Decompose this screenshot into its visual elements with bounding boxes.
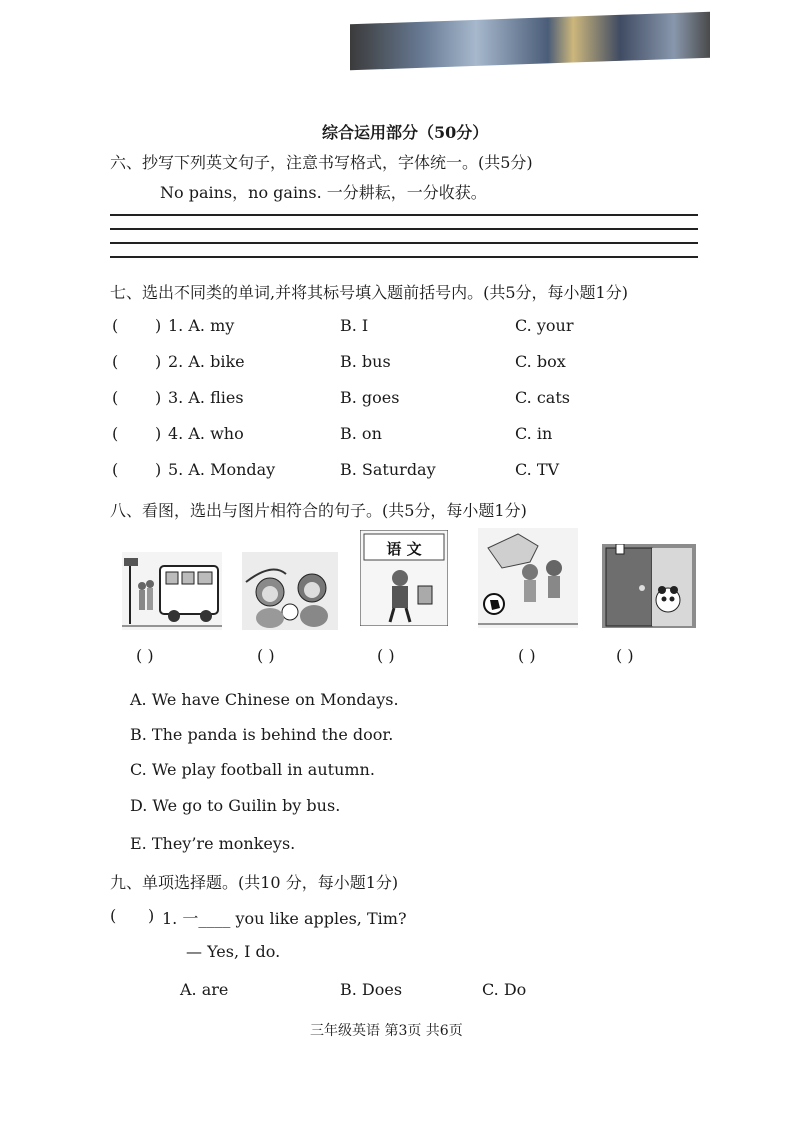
answer-paren-open: ( — [112, 388, 119, 407]
option-c: C. your — [515, 316, 574, 335]
option-a: 3. A. flies — [168, 388, 244, 407]
bus-stop-picture — [122, 552, 222, 630]
question-text: 1. 一____ you like apples, Tim? — [162, 909, 407, 928]
option-b: B. I — [340, 316, 369, 335]
section9-heading: 九、单项选择题。(共10 分，每小题1分) — [110, 873, 399, 892]
sentence-option: E. They’re monkeys. — [130, 834, 296, 853]
option-c: C. in — [515, 424, 553, 443]
writing-line-1 — [110, 214, 698, 216]
picture-answer-bracket: ( ) — [377, 646, 395, 665]
option-c: C. cats — [515, 388, 570, 407]
panda-door-picture — [602, 544, 696, 628]
option-b: B. Does — [340, 980, 403, 999]
option-b: B. on — [340, 424, 382, 443]
answer-paren-open: ( — [112, 460, 119, 479]
answer-paren-open: ( — [112, 316, 119, 335]
section8-heading: 八、看图，选出与图片相符合的句子。(共5分，每小题1分) — [110, 501, 527, 520]
option-a: A. are — [180, 980, 229, 999]
section6-heading: 六、抄写下列英文句子，注意书写格式，字体统一。(共5分) — [110, 153, 533, 172]
section7-heading: 七、选出不同类的单词,并将其标号填入题前括号内。(共5分，每小题1分) — [110, 283, 628, 302]
writing-line-4 — [110, 256, 698, 258]
picture-answer-bracket: ( ) — [616, 646, 634, 665]
option-a: 5. A. Monday — [168, 460, 276, 479]
answer-paren-open: ( — [112, 352, 119, 371]
football-autumn-picture — [478, 528, 578, 628]
picture-answer-bracket: ( ) — [257, 646, 275, 665]
answer-paren-close: ) — [155, 352, 162, 371]
answer-paren-close: ) — [155, 424, 162, 443]
picture-answer-bracket: ( ) — [518, 646, 536, 665]
option-b: B. goes — [340, 388, 400, 407]
option-b: B. bus — [340, 352, 391, 371]
scanned-photo-strip — [350, 12, 710, 71]
sentence-option: D. We go to Guilin by bus. — [130, 796, 341, 815]
dialogue-answer: — Yes, I do. — [186, 942, 281, 961]
sentence-option: A. We have Chinese on Mondays. — [130, 690, 399, 709]
option-c: C. Do — [482, 980, 527, 999]
option-c: C. box — [515, 352, 566, 371]
answer-paren-close: ) — [155, 316, 162, 335]
writing-line-2 — [110, 228, 698, 230]
answer-paren-close: ) — [148, 906, 155, 925]
monkeys-picture — [242, 552, 338, 630]
option-a: 2. A. bike — [168, 352, 245, 371]
part-title: 综合运用部分（50分） — [322, 123, 489, 142]
chinese-book-picture — [360, 530, 448, 626]
answer-paren-open: ( — [112, 424, 119, 443]
option-b: B. Saturday — [340, 460, 436, 479]
option-a: 4. A. who — [168, 424, 244, 443]
answer-paren-close: ) — [155, 460, 162, 479]
picture-answer-bracket: ( ) — [136, 646, 154, 665]
page-footer: 三年级英语 第3页 共6页 — [310, 1023, 463, 1039]
answer-paren-close: ) — [155, 388, 162, 407]
writing-line-3 — [110, 242, 698, 244]
answer-paren-open: ( — [110, 906, 117, 925]
option-a: 1. A. my — [168, 316, 235, 335]
option-c: C. TV — [515, 460, 560, 479]
section6-sentence: No pains，no gains. 一分耕耘，一分收获。 — [160, 183, 487, 202]
sentence-option: B. The panda is behind the door. — [130, 725, 394, 744]
sentence-option: C. We play football in autumn. — [130, 760, 375, 779]
book-title-text: 语 文 — [386, 540, 422, 558]
